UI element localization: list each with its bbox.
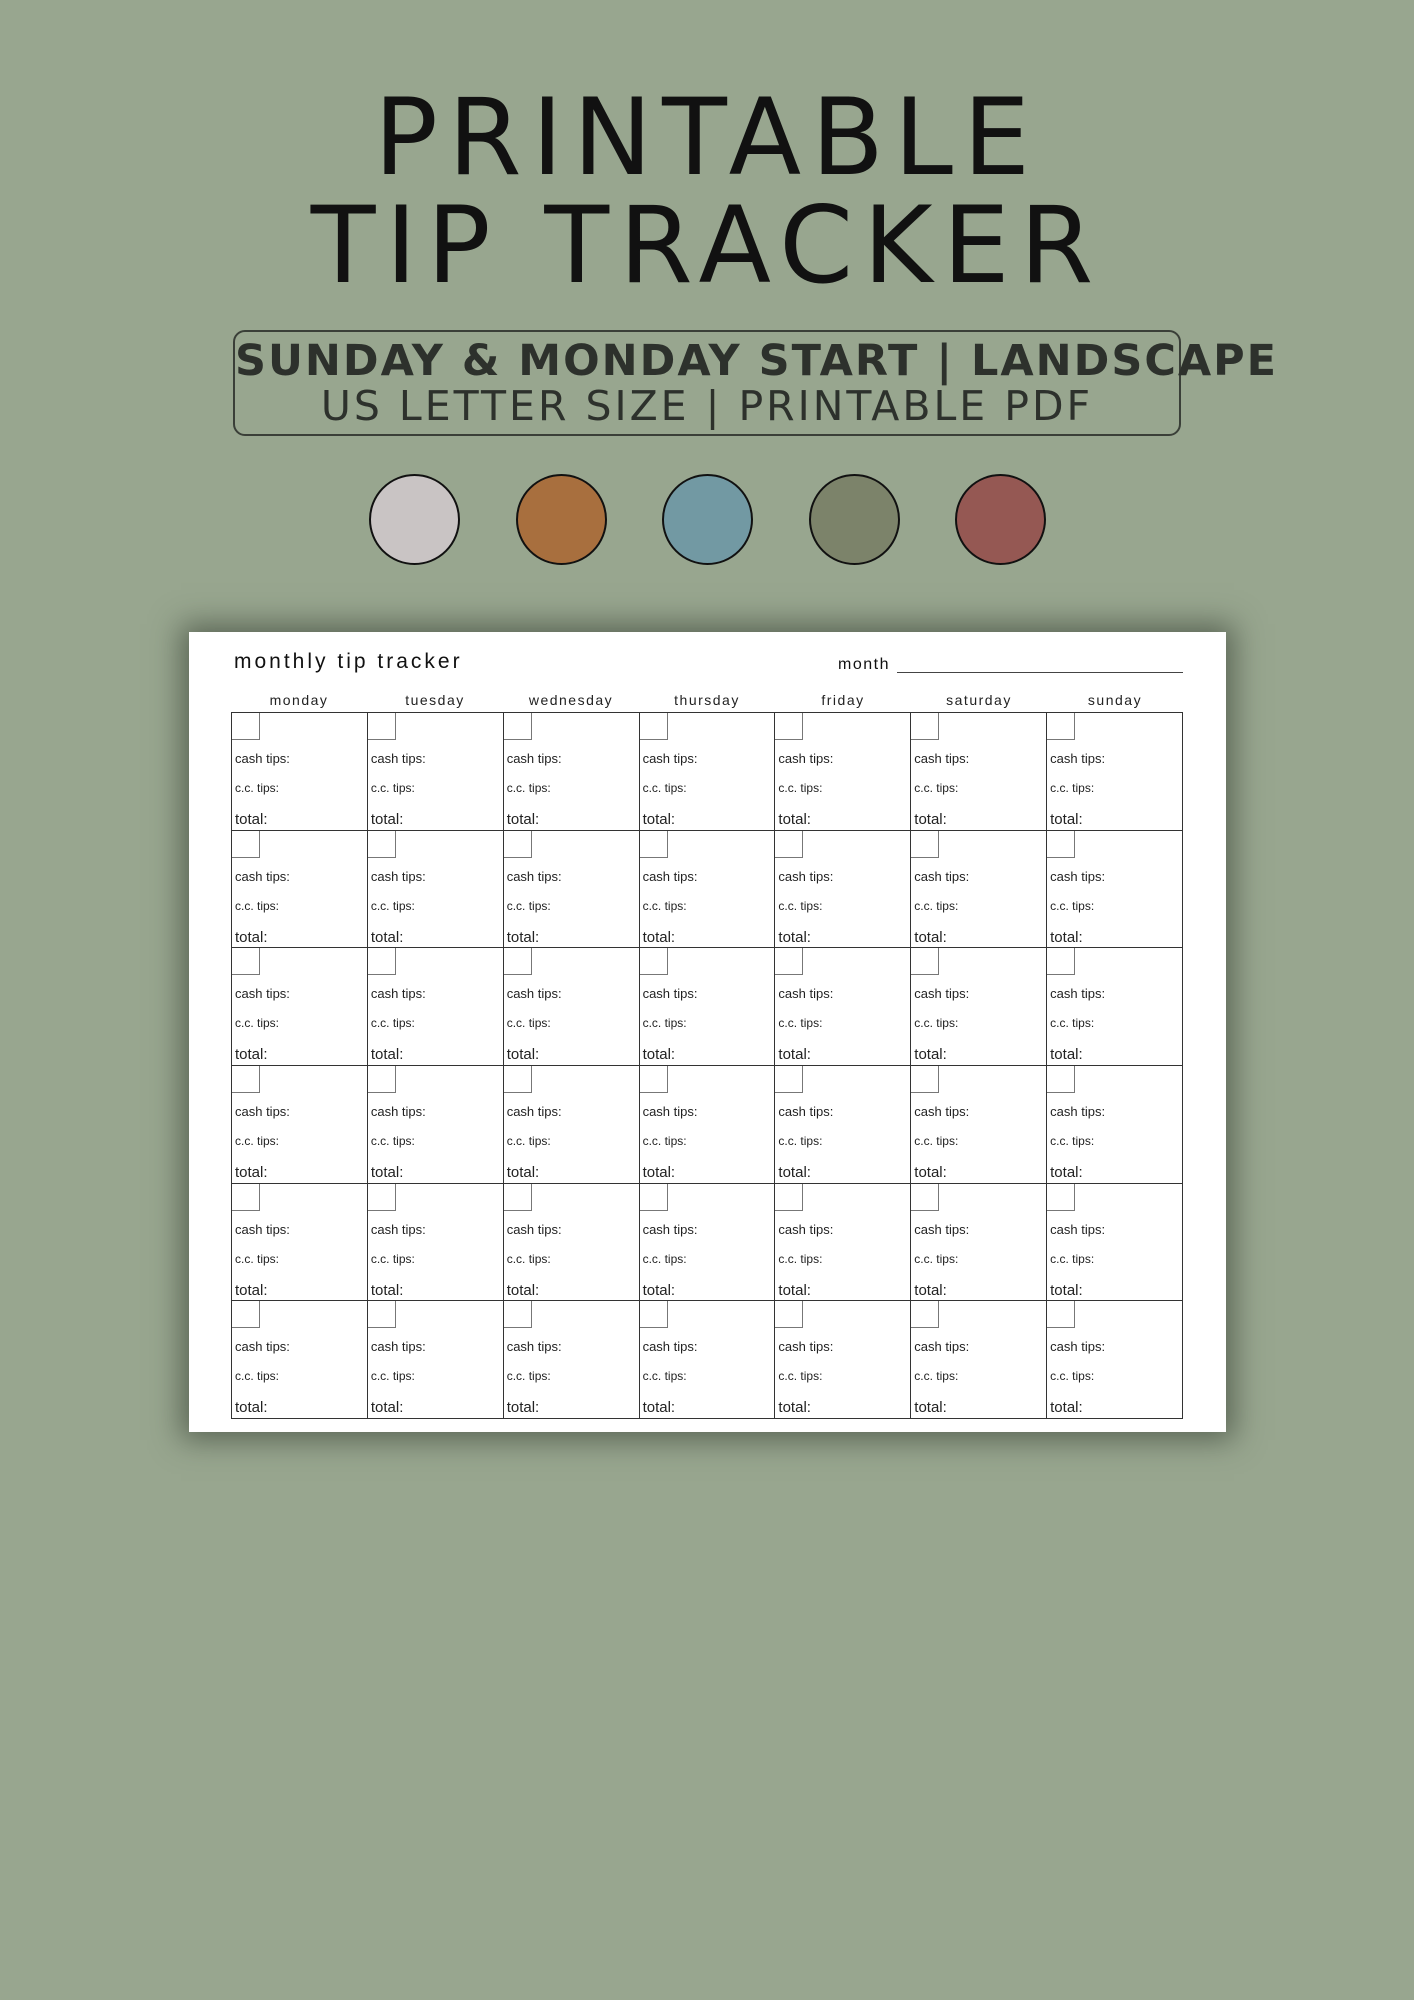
cc-tips-label: c.c. tips: — [642, 1251, 687, 1266]
total-label: total: — [914, 1046, 947, 1064]
total-label: total: — [778, 928, 811, 946]
day-cell — [232, 831, 368, 949]
day-cell — [1047, 948, 1183, 1066]
tracker-sheet — [189, 632, 1226, 1432]
day-cell — [640, 831, 776, 949]
total-label: total: — [506, 928, 540, 946]
cash-tips-label: cash tips: — [506, 1339, 562, 1355]
cash-tips-label: cash tips: — [370, 1221, 426, 1237]
cc-tips-label: c.c. tips: — [914, 1369, 959, 1384]
day-cell — [368, 713, 504, 831]
date-box — [640, 1301, 668, 1328]
date-box — [775, 713, 803, 740]
cc-tips-label: c.c. tips: — [506, 1133, 551, 1148]
date-box — [504, 1066, 532, 1093]
cc-tips-label: c.c. tips: — [506, 1369, 551, 1384]
day-cell — [775, 1301, 911, 1419]
day-cell — [911, 831, 1047, 949]
day-cell — [775, 1066, 911, 1184]
total-label: total: — [1050, 1163, 1083, 1181]
date-box — [232, 1184, 260, 1211]
day-header-friday: friday — [821, 692, 865, 708]
day-cell — [640, 948, 776, 1066]
cash-tips-label: cash tips: — [914, 751, 970, 766]
month-label: month — [838, 656, 890, 673]
total-label: total: — [370, 1399, 404, 1417]
cash-tips-label: cash tips: — [1050, 751, 1106, 766]
date-box — [640, 1066, 668, 1093]
cash-tips-label: cash tips: — [642, 986, 698, 1002]
day-cell — [775, 831, 911, 949]
date-box — [1047, 948, 1075, 975]
cc-tips-label: c.c. tips: — [506, 1251, 551, 1266]
cash-tips-label: cash tips: — [370, 1103, 426, 1119]
total-label: total: — [778, 1399, 811, 1417]
total-label: total: — [235, 1281, 268, 1299]
day-cell — [504, 831, 640, 949]
cc-tips-label: c.c. tips: — [235, 1016, 280, 1031]
total-label: total: — [642, 811, 676, 828]
cc-tips-label: c.c. tips: — [914, 1251, 959, 1266]
total-label: total: — [914, 811, 947, 828]
cc-tips-label: c.c. tips: — [370, 898, 415, 913]
cc-tips-label: c.c. tips: — [914, 1133, 959, 1148]
cash-tips-label: cash tips: — [1050, 1103, 1106, 1119]
cc-tips-label: c.c. tips: — [235, 1133, 280, 1148]
date-box — [775, 831, 803, 858]
date-box — [911, 713, 939, 740]
cash-tips-label: cash tips: — [235, 1339, 290, 1355]
cc-tips-label: c.c. tips: — [370, 1016, 415, 1031]
cc-tips-label: c.c. tips: — [778, 1251, 823, 1266]
date-box — [504, 1184, 532, 1211]
cash-tips-label: cash tips: — [914, 1221, 970, 1237]
day-cell — [640, 1066, 776, 1184]
total-label: total: — [235, 1163, 268, 1181]
cash-tips-label: cash tips: — [642, 1103, 698, 1119]
date-box — [504, 831, 532, 858]
date-box — [232, 831, 260, 858]
cash-tips-label: cash tips: — [778, 1339, 834, 1355]
total-label: total: — [235, 928, 268, 946]
cash-tips-label: cash tips: — [642, 1221, 698, 1237]
total-label: total: — [642, 1399, 676, 1417]
total-label: total: — [1050, 1399, 1083, 1417]
cash-tips-label: cash tips: — [642, 751, 698, 766]
day-cell — [775, 713, 911, 831]
day-cell — [504, 1066, 640, 1184]
cc-tips-label: c.c. tips: — [235, 1369, 280, 1384]
date-box — [775, 1301, 803, 1328]
date-box — [911, 1066, 939, 1093]
total-label: total: — [506, 1281, 540, 1299]
sheet-title: monthly tip tracker — [234, 650, 463, 673]
day-cell — [775, 1184, 911, 1302]
cc-tips-label: c.c. tips: — [370, 781, 415, 795]
cc-tips-label: c.c. tips: — [778, 1369, 823, 1384]
total-label: total: — [1050, 811, 1083, 828]
cash-tips-label: cash tips: — [370, 1339, 426, 1355]
cash-tips-label: cash tips: — [1050, 986, 1106, 1002]
date-box — [368, 1301, 396, 1328]
day-cell — [368, 831, 504, 949]
total-label: total: — [235, 811, 268, 828]
cc-tips-label: c.c. tips: — [1050, 1251, 1095, 1266]
total-label: total: — [642, 1046, 676, 1064]
cash-tips-label: cash tips: — [914, 1339, 970, 1355]
cc-tips-label: c.c. tips: — [778, 1133, 823, 1148]
month-line — [897, 672, 1183, 673]
cash-tips-label: cash tips: — [370, 986, 426, 1002]
date-box — [775, 948, 803, 975]
date-box — [911, 948, 939, 975]
date-box — [640, 831, 668, 858]
total-label: total: — [370, 1046, 404, 1064]
cc-tips-label: c.c. tips: — [914, 898, 959, 913]
day-header-monday: monday — [269, 692, 329, 708]
cc-tips-label: c.c. tips: — [235, 1251, 280, 1266]
cash-tips-label: cash tips: — [642, 1339, 698, 1355]
day-header-thursday: thursday — [674, 692, 740, 708]
cash-tips-label: cash tips: — [506, 751, 562, 766]
swatch-slate-blue — [662, 474, 753, 565]
cc-tips-label: c.c. tips: — [778, 898, 823, 913]
cash-tips-label: cash tips: — [506, 1221, 562, 1237]
day-cell — [1047, 1066, 1183, 1184]
total-label: total: — [370, 928, 404, 946]
date-box — [232, 1301, 260, 1328]
total-label: total: — [235, 1399, 268, 1417]
total-label: total: — [506, 811, 540, 828]
total-label: total: — [642, 1163, 676, 1181]
cc-tips-label: c.c. tips: — [778, 781, 823, 795]
day-cell — [911, 1066, 1047, 1184]
cc-tips-label: c.c. tips: — [914, 1016, 959, 1031]
day-cell — [504, 948, 640, 1066]
total-label: total: — [1050, 1281, 1083, 1299]
date-box — [640, 1184, 668, 1211]
cash-tips-label: cash tips: — [914, 986, 970, 1002]
day-cell — [368, 1066, 504, 1184]
day-cell — [232, 1184, 368, 1302]
day-cell — [232, 948, 368, 1066]
day-cell — [504, 1184, 640, 1302]
day-cell — [232, 1066, 368, 1184]
total-label: total: — [778, 1281, 811, 1299]
date-box — [1047, 1301, 1075, 1328]
date-box — [504, 713, 532, 740]
cash-tips-label: cash tips: — [370, 868, 426, 884]
cc-tips-label: c.c. tips: — [235, 781, 280, 795]
cash-tips-label: cash tips: — [235, 1221, 290, 1237]
total-label: total: — [778, 1046, 811, 1064]
date-box — [232, 1066, 260, 1093]
total-label: total: — [914, 1163, 947, 1181]
total-label: total: — [506, 1399, 540, 1417]
date-box — [775, 1184, 803, 1211]
cash-tips-label: cash tips: — [914, 868, 970, 884]
day-cell — [911, 1301, 1047, 1419]
cc-tips-label: c.c. tips: — [370, 1251, 415, 1266]
day-cell — [232, 713, 368, 831]
cc-tips-label: c.c. tips: — [235, 898, 280, 913]
cc-tips-label: c.c. tips: — [642, 898, 687, 913]
cc-tips-label: c.c. tips: — [506, 781, 551, 795]
cash-tips-label: cash tips: — [506, 868, 562, 884]
page-title-line-2: TIP TRACKER — [310, 184, 1104, 307]
total-label: total: — [506, 1163, 540, 1181]
date-box — [911, 1184, 939, 1211]
day-header-sunday: sunday — [1087, 692, 1143, 708]
total-label: total: — [1050, 1046, 1083, 1064]
cash-tips-label: cash tips: — [914, 1103, 970, 1119]
cash-tips-label: cash tips: — [778, 751, 834, 766]
cash-tips-label: cash tips: — [506, 1103, 562, 1119]
calendar-grid — [231, 712, 1183, 1419]
total-label: total: — [642, 928, 676, 946]
cash-tips-label: cash tips: — [506, 986, 562, 1002]
day-cell — [368, 1184, 504, 1302]
total-label: total: — [1050, 928, 1083, 946]
date-box — [1047, 1184, 1075, 1211]
date-box — [368, 1066, 396, 1093]
day-cell — [1047, 713, 1183, 831]
cash-tips-label: cash tips: — [1050, 1221, 1106, 1237]
total-label: total: — [778, 811, 811, 828]
cash-tips-label: cash tips: — [778, 986, 834, 1002]
date-box — [911, 831, 939, 858]
swatch-olive-green — [809, 474, 900, 565]
day-cell — [1047, 831, 1183, 949]
cash-tips-label: cash tips: — [778, 1221, 834, 1237]
cash-tips-label: cash tips: — [778, 868, 834, 884]
total-label: total: — [370, 811, 404, 828]
date-box — [504, 1301, 532, 1328]
day-header-saturday: saturday — [946, 692, 1012, 708]
day-cell — [640, 1301, 776, 1419]
swatch-light-gray — [369, 474, 460, 565]
date-box — [640, 713, 668, 740]
day-cell — [640, 1184, 776, 1302]
day-cell — [775, 948, 911, 1066]
cash-tips-label: cash tips: — [235, 751, 290, 766]
date-box — [1047, 831, 1075, 858]
cc-tips-label: c.c. tips: — [1050, 1016, 1095, 1031]
date-box — [232, 948, 260, 975]
swatch-brick-red — [955, 474, 1046, 565]
cash-tips-label: cash tips: — [235, 1103, 290, 1119]
cc-tips-label: c.c. tips: — [642, 781, 687, 795]
info-size-format: US LETTER SIZE | PRINTABLE PDF — [320, 382, 1094, 430]
date-box — [368, 948, 396, 975]
date-box — [1047, 713, 1075, 740]
cc-tips-label: c.c. tips: — [914, 781, 959, 795]
day-cell — [911, 713, 1047, 831]
total-label: total: — [506, 1046, 540, 1064]
cash-tips-label: cash tips: — [370, 751, 426, 766]
cash-tips-label: cash tips: — [642, 868, 698, 884]
cc-tips-label: c.c. tips: — [1050, 1133, 1095, 1148]
cc-tips-label: c.c. tips: — [370, 1369, 415, 1384]
cc-tips-label: c.c. tips: — [1050, 781, 1095, 795]
cash-tips-label: cash tips: — [778, 1103, 834, 1119]
date-box — [640, 948, 668, 975]
day-cell — [1047, 1184, 1183, 1302]
date-box — [1047, 1066, 1075, 1093]
info-start-options: SUNDAY & MONDAY START | LANDSCAPE — [235, 336, 1279, 386]
cc-tips-label: c.c. tips: — [1050, 898, 1095, 913]
cc-tips-label: c.c. tips: — [642, 1016, 687, 1031]
day-header-tuesday: tuesday — [405, 692, 465, 708]
date-box — [368, 1184, 396, 1211]
swatch-burnt-orange — [516, 474, 607, 565]
date-box — [504, 948, 532, 975]
day-cell — [368, 948, 504, 1066]
cc-tips-label: c.c. tips: — [778, 1016, 823, 1031]
cc-tips-label: c.c. tips: — [370, 1133, 415, 1148]
cash-tips-label: cash tips: — [1050, 1339, 1106, 1355]
date-box — [775, 1066, 803, 1093]
total-label: total: — [914, 928, 947, 946]
total-label: total: — [914, 1399, 947, 1417]
day-cell — [368, 1301, 504, 1419]
cc-tips-label: c.c. tips: — [506, 898, 551, 913]
day-cell — [911, 948, 1047, 1066]
total-label: total: — [642, 1281, 676, 1299]
cash-tips-label: cash tips: — [235, 986, 290, 1002]
cc-tips-label: c.c. tips: — [506, 1016, 551, 1031]
day-cell — [1047, 1301, 1183, 1419]
day-cell — [911, 1184, 1047, 1302]
cc-tips-label: c.c. tips: — [642, 1133, 687, 1148]
page-title-line-1: PRINTABLE — [374, 76, 1040, 199]
date-box — [368, 831, 396, 858]
date-box — [232, 713, 260, 740]
info-box — [233, 330, 1279, 436]
day-cell — [504, 1301, 640, 1419]
total-label: total: — [235, 1046, 268, 1064]
day-header-wednesday: wednesday — [528, 692, 614, 708]
day-cell — [640, 713, 776, 831]
total-label: total: — [370, 1163, 404, 1181]
total-label: total: — [778, 1163, 811, 1181]
day-cell — [504, 713, 640, 831]
cash-tips-label: cash tips: — [235, 868, 290, 884]
date-box — [368, 713, 396, 740]
cc-tips-label: c.c. tips: — [642, 1369, 687, 1384]
date-box — [911, 1301, 939, 1328]
cc-tips-label: c.c. tips: — [1050, 1369, 1095, 1384]
total-label: total: — [914, 1281, 947, 1299]
total-label: total: — [370, 1281, 404, 1299]
cash-tips-label: cash tips: — [1050, 868, 1106, 884]
day-cell — [232, 1301, 368, 1419]
